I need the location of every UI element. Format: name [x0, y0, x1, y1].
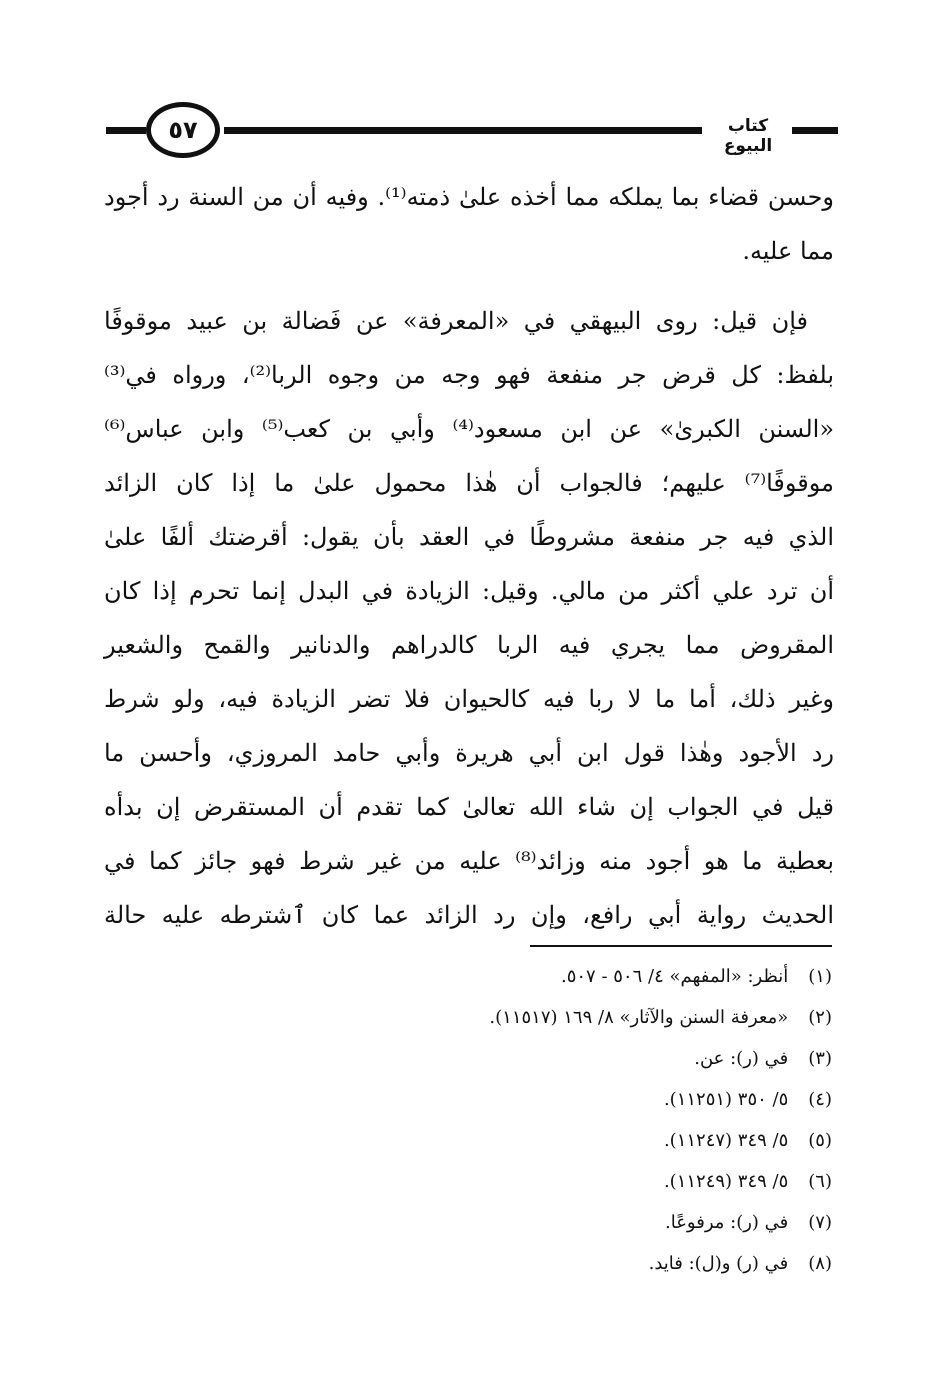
running-title: كتاب البيوع: [723, 116, 773, 156]
text-line: المقروض مما يجري فيه الربا كالدراهم والدنانير والقمح والشعير: [104, 631, 834, 659]
header-rule-left: [106, 127, 146, 134]
footnote-text: في (ر) و(ل): فايد.: [648, 1253, 789, 1274]
text-line: أن ترد علي أكثر من مالي. وقيل: الزيادة في البدل إنما تحرم إذا كان: [104, 577, 834, 605]
text-line: فإن قيل: روى البيهقي في «المعرفة» عن فَضالة بن عبيد موقوفًا: [104, 307, 808, 335]
footnote-number: (٧): [808, 1212, 832, 1233]
text-line: الذي فيه جر منفعة مشروطًا في العقد بأن يقول: أقرضتك ألفًا علىٰ: [104, 523, 834, 551]
footnote: [300, 997, 832, 1038]
footnote-number: (١): [808, 966, 832, 987]
header-rule-middle: [224, 127, 702, 134]
text-line: موقوفًا⁽⁷⁾ عليهم؛ فالجواب أن هٰذا محمول علىٰ ما إذا كان الزائد: [104, 469, 834, 497]
text-line: وحسن قضاء بما يملكه مما أخذه علىٰ ذمته⁽¹⁾. وفيه أن من السنة رد أجود: [104, 183, 834, 211]
footnote-number: (٦): [808, 1171, 832, 1192]
text-line: الحديث رواية أبي رافع، وإن رد الزائد عما كان ٱشترطه عليه حالة: [104, 901, 834, 929]
footnote: [300, 956, 832, 997]
footnote-text: ٥/ ٣٤٩ (١١٢٤٧).: [663, 1130, 789, 1151]
footnotes: [300, 956, 832, 1284]
text-line: بعطية ما هو أجود منه وزائد⁽⁸⁾ عليه من غير شرط فهو جائز كما في: [104, 847, 835, 875]
footnote-text: في (ر): عن.: [694, 1048, 789, 1069]
footnote: [300, 1038, 832, 1079]
main-text: [104, 170, 834, 942]
text-line: «السنن الكبرىٰ» عن ابن مسعود⁽⁴⁾ وأبي بن كعب⁽⁵⁾ وابن عباس⁽⁶⁾: [104, 415, 834, 443]
page-number: ٥٧: [146, 102, 220, 158]
footnote-number: (٣): [808, 1048, 832, 1069]
text-line: قيل في الجواب إن شاء الله تعالىٰ كما تقدم أن المستقرض إن بدأه: [104, 793, 834, 821]
text-line: بلفظ: كل قرض جر منفعة فهو وجه من وجوه الربا⁽²⁾، ورواه في⁽³⁾: [104, 361, 835, 389]
text-line: مما عليه.: [742, 237, 834, 265]
footnote: [300, 1120, 832, 1161]
footnote-text: أنظر: «المفهم» ٤/ ٥٠٦ - ٥٠٧.: [560, 966, 789, 987]
footnote-number: (٨): [808, 1253, 832, 1274]
footnote-text: في (ر): مرفوعًا.: [664, 1212, 789, 1233]
footnote-separator: [530, 945, 832, 947]
footnote-number: (٢): [808, 1007, 832, 1028]
footnote-number: (٥): [808, 1130, 832, 1151]
footnote-text: «معرفة السنن والآثار» ٨/ ١٦٩ (١١٥١٧).: [489, 1007, 789, 1028]
footnote: [300, 1079, 832, 1120]
footnote-number: (٤): [808, 1089, 832, 1110]
footnote: [300, 1243, 832, 1284]
text-line: رد الأجود وهٰذا قول ابن أبي هريرة وأبي حامد المروزي، وأحسن ما: [104, 739, 834, 767]
footnote-text: ٥/ ٣٤٩ (١١٢٤٩).: [663, 1171, 789, 1192]
footnote: [300, 1161, 832, 1202]
text-line: وغير ذلك، أما ما لا ربا فيه كالحيوان فلا تضر الزيادة فيه، ولو شرط: [104, 685, 834, 713]
footnote: [300, 1202, 832, 1243]
footnote-text: ٥/ ٣٥٠ (١١٢٥١).: [663, 1089, 789, 1110]
header-rule-right: [792, 127, 838, 134]
page-header: [106, 100, 838, 162]
